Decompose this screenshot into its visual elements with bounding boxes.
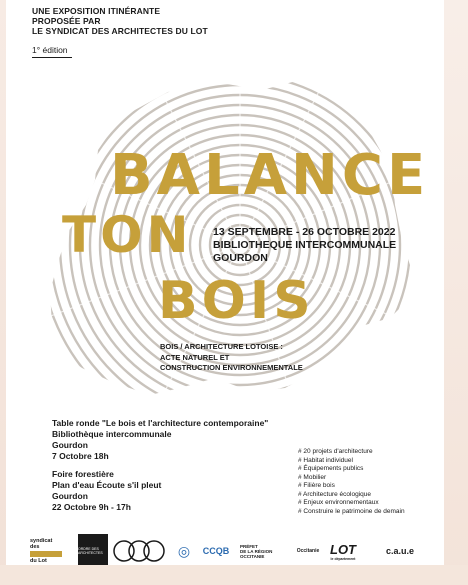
title-word-balance: BALANCE [110, 143, 430, 208]
frame-right-edge [444, 0, 468, 585]
caue-logo: c.a.u.e [385, 546, 414, 556]
lot-departement-logo [328, 534, 358, 568]
ccqb-logo: CCQB [202, 546, 230, 556]
logo-text: DE LA RÉGION [240, 548, 273, 554]
region-occitanie-logo [292, 534, 324, 568]
topic-item: # Équipements publics [298, 465, 364, 472]
venue-name: BIBLIOTHEQUE INTERCOMMUNALE [213, 239, 397, 251]
logo-text: des [30, 544, 40, 550]
subtitle-line: BOIS / ARCHITECTURE LOTOISE : [160, 342, 283, 351]
circles-logo-mark [112, 539, 166, 563]
topics-list [298, 448, 405, 516]
topic-item: # Construire le patrimoine de demain [298, 507, 405, 515]
header-line: PROPOSÉE PAR [32, 16, 101, 26]
logo-text: PRÉFET [240, 543, 258, 549]
prefet-region-logo [240, 534, 292, 568]
topic-item: # Architecture écologique [298, 490, 371, 498]
exhibition-subtitle [160, 342, 303, 374]
ordre-architectes-logo [78, 534, 108, 568]
circles-logo [112, 534, 166, 568]
event-round-table [52, 418, 268, 462]
event-title: Foire forestière [52, 469, 114, 479]
logo-text: syndicat [30, 538, 53, 544]
events-list [52, 418, 268, 520]
topic-item: # Filière bois [298, 482, 335, 489]
logo-text: LOT [330, 541, 356, 557]
logo-text: ORDRE DES ARCHITECTES [78, 547, 103, 555]
logo-text: Occitanie [296, 548, 320, 554]
logo-subtext: le département [330, 556, 356, 561]
syndicat-architectes-logo [30, 534, 68, 568]
event-place: Bibliothèque intercommunale [52, 429, 172, 439]
edition-divider [32, 57, 72, 58]
topic-item: # Mobilier [298, 473, 327, 481]
header-line: UNE EXPOSITION ITINÉRANTE [32, 6, 161, 16]
subtitle-line: ACTE NATUREL ET [160, 352, 230, 362]
exhibition-header [32, 6, 208, 36]
event-town: Gourdon [52, 440, 88, 450]
event-title: Table ronde "Le bois et l'architecture contemporaine" [52, 418, 269, 428]
venue-town: GOURDON [213, 252, 268, 264]
event-forest-fair [52, 469, 268, 513]
topic-item: # Habitat individuel [298, 456, 353, 464]
event-time: 22 Octobre 9h - 17h [52, 502, 131, 512]
title-word-bois: BOIS [158, 271, 315, 331]
header-line: LE SYNDICAT DES ARCHITECTES DU LOT [32, 26, 208, 36]
logo-text: OCCITANIE [240, 553, 265, 559]
frame-left-edge [0, 0, 6, 585]
event-place: Plan d'eau Écoute s'il pleut [52, 480, 162, 490]
edition-label: 1° édition [32, 45, 68, 55]
frame-bottom-edge [0, 565, 468, 585]
topic-item: # 20 projets d'architecture [298, 448, 373, 455]
event-town: Gourdon [52, 491, 88, 501]
date-range: 13 SEPTEMBRE - 26 OCTOBRE 2022 [213, 226, 396, 238]
logo-text: du Lot [30, 558, 47, 564]
title-word-ton: TON [62, 206, 193, 264]
event-time: 7 Octobre 18h [52, 451, 109, 461]
topic-item: # Enjeux environnementaux [298, 499, 379, 506]
emblem-logo: ◎ [177, 542, 191, 559]
subtitle-line: CONSTRUCTION ENVIRONNEMENTALE [160, 363, 303, 372]
exhibition-dates [213, 226, 396, 265]
logo-bar [30, 551, 62, 557]
